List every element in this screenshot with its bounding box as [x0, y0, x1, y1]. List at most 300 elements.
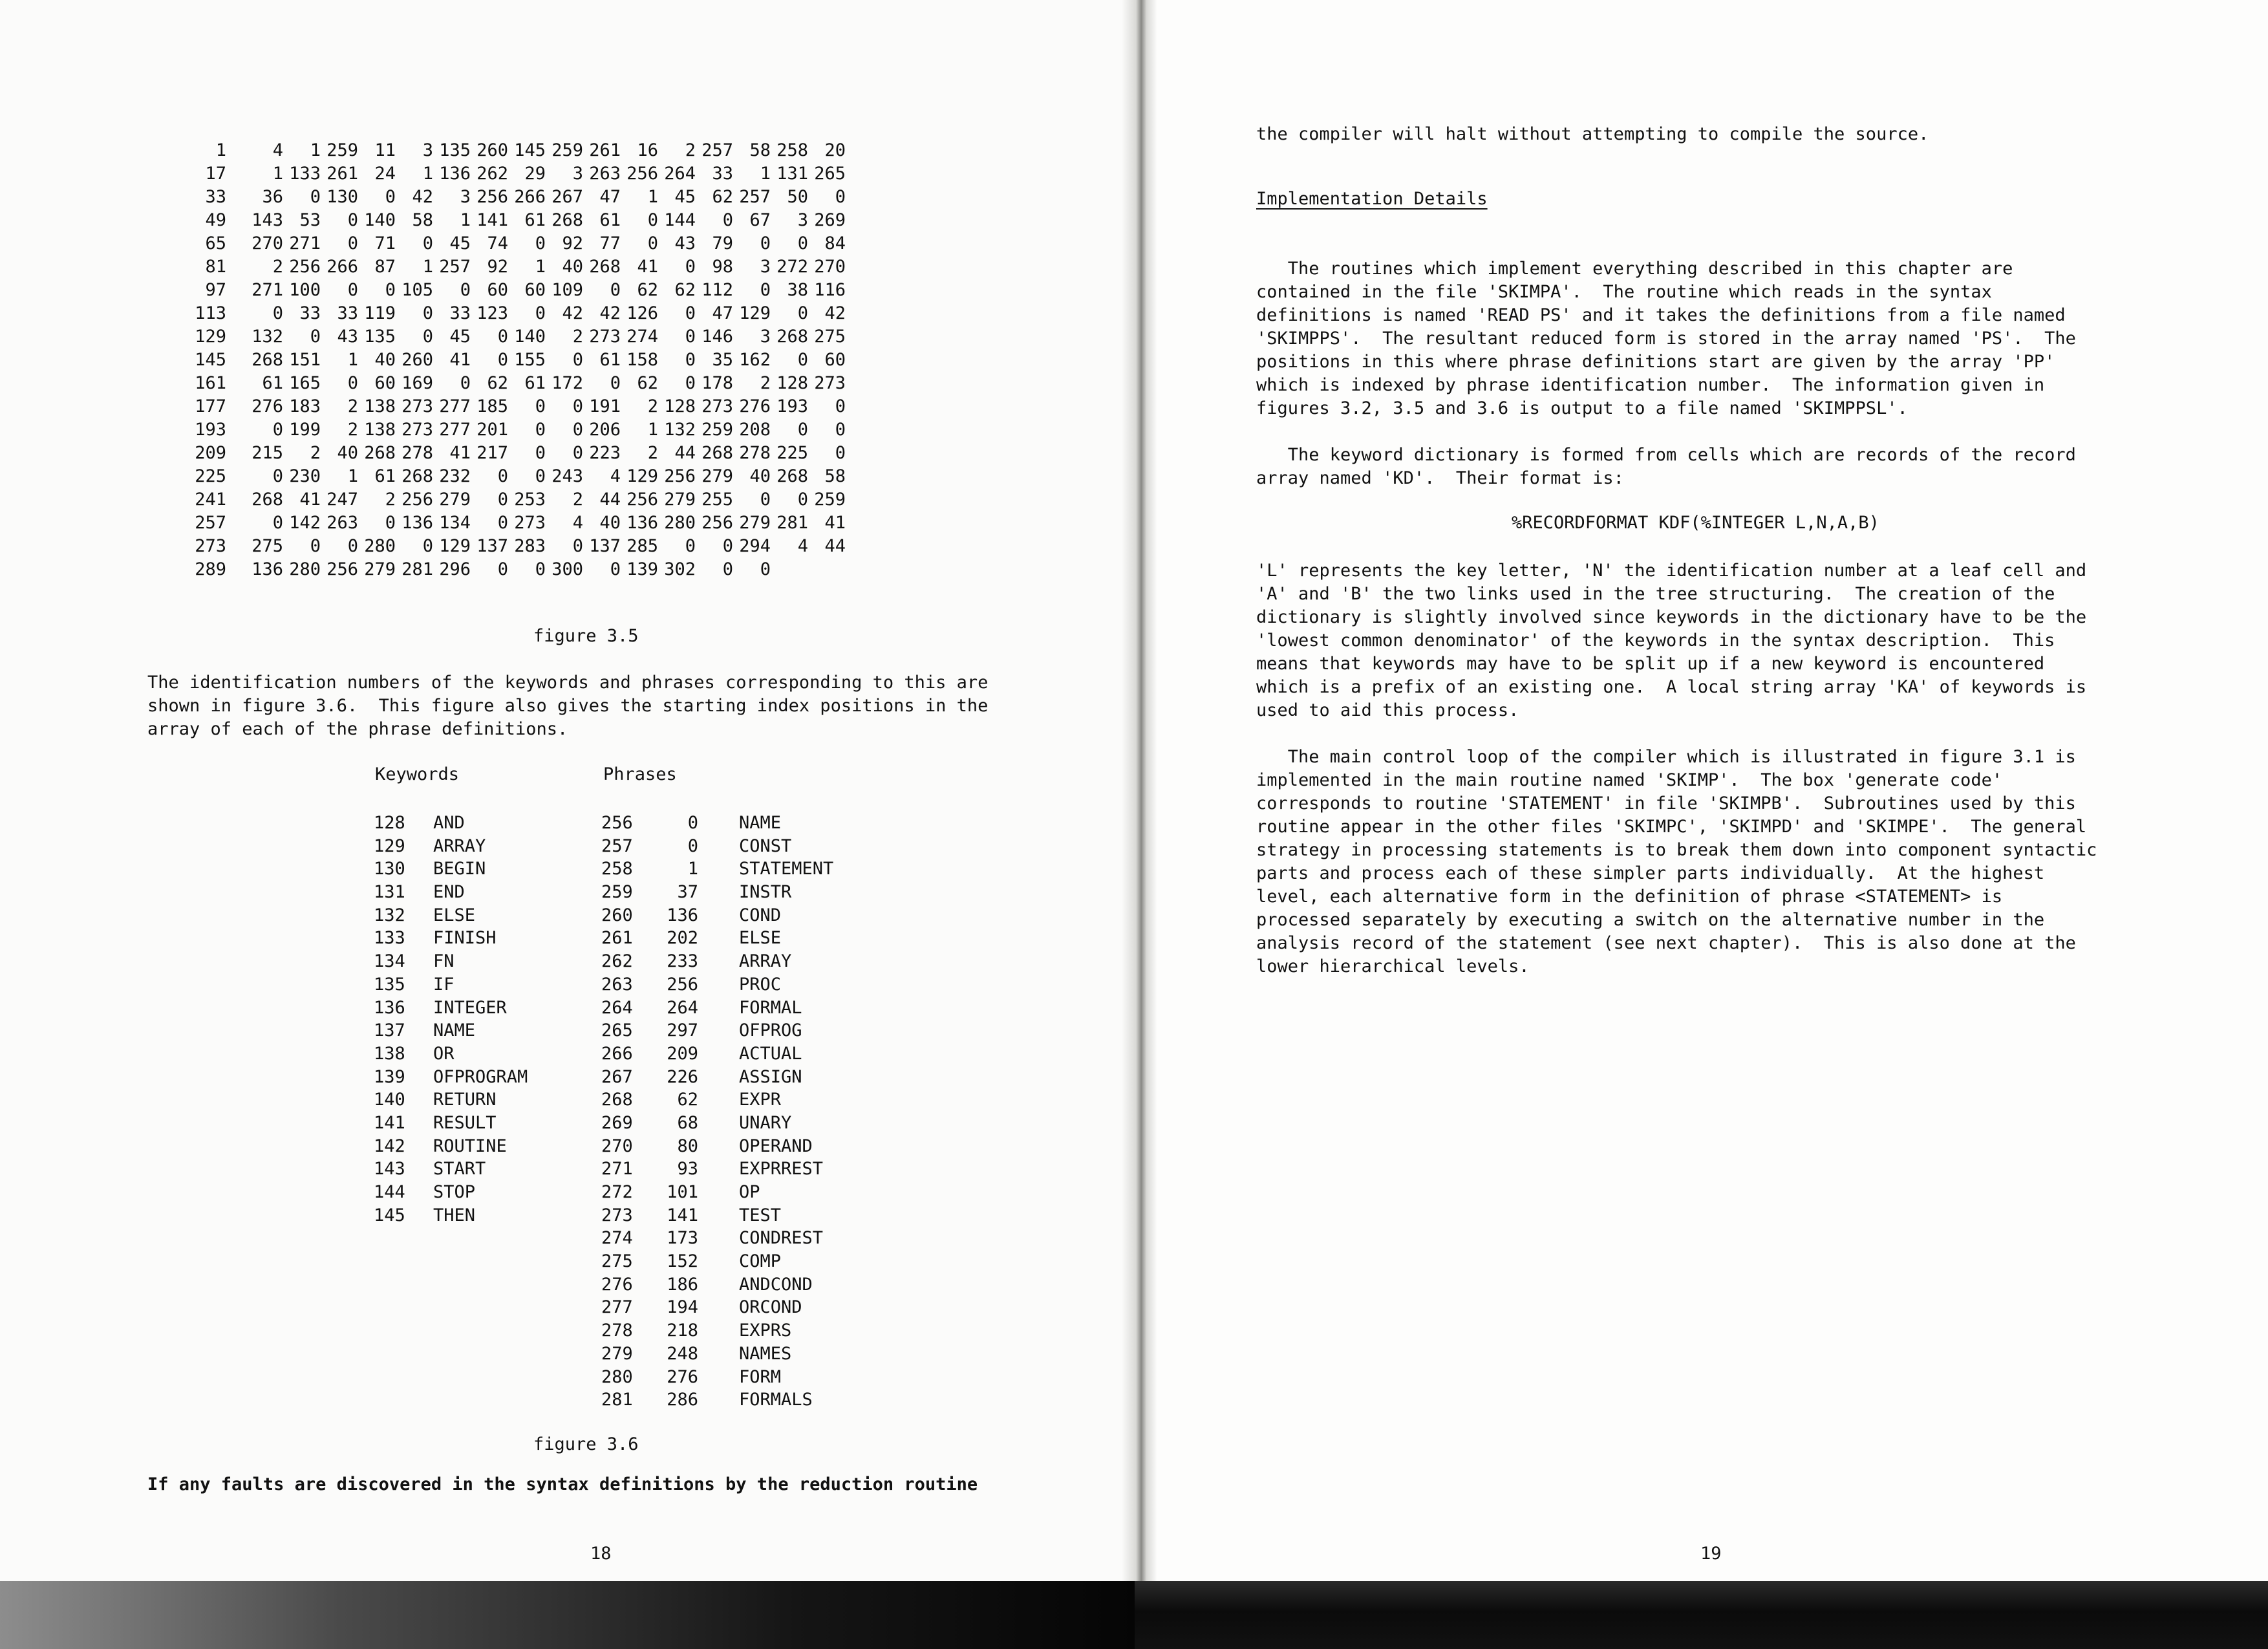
table-cell: 2 — [385, 490, 396, 510]
table-cell: 0 — [347, 210, 358, 230]
table-cell: 58 — [412, 210, 433, 230]
table-cell: 277 — [439, 396, 471, 416]
row-index: 289 — [195, 559, 226, 579]
table-row — [155, 232, 846, 255]
table-cell: 0 — [272, 466, 283, 486]
phrase-start-index: 248 — [667, 1343, 698, 1364]
table-cell: 61 — [524, 210, 546, 230]
table-cell: 276 — [739, 396, 771, 416]
table-cell: 2 — [572, 327, 583, 347]
table-cell: 42 — [412, 187, 433, 207]
table-cell: 271 — [251, 280, 283, 300]
text-line: The identification numbers of the keywords and phrases corresponding to this are — [147, 673, 989, 693]
phrase-id: 267 — [601, 1066, 633, 1087]
row-index: 177 — [195, 396, 226, 416]
phrase-id: 259 — [601, 882, 633, 903]
keyword-name: THEN — [433, 1205, 476, 1225]
table-cell: 1 — [460, 210, 471, 230]
table-cell: 112 — [701, 280, 733, 300]
phrase-item — [601, 857, 873, 881]
table-cell: 105 — [401, 280, 433, 300]
table-cell: 140 — [364, 210, 396, 230]
table-cell: 0 — [347, 373, 358, 393]
table-cell: 262 — [476, 164, 508, 184]
table-cell: 0 — [535, 466, 546, 486]
phrase-item — [601, 1273, 873, 1297]
table-cell: 0 — [572, 443, 583, 463]
table-cell: 191 — [589, 396, 621, 416]
table-row — [155, 302, 846, 325]
keyword-item — [374, 1204, 568, 1227]
phrase-id: 270 — [601, 1136, 633, 1156]
keyword-name: ARRAY — [433, 835, 486, 856]
phrase-item — [601, 950, 873, 973]
table-row — [155, 488, 846, 512]
phrase-start-index: 202 — [667, 928, 698, 949]
table-cell: 42 — [562, 303, 583, 323]
table-cell: 0 — [385, 280, 396, 300]
phrase-start-index: 141 — [667, 1205, 698, 1225]
table-cell: 243 — [551, 466, 583, 486]
table-cell: 47 — [712, 303, 733, 323]
table-cell: 263 — [326, 513, 358, 533]
table-cell: 44 — [824, 536, 846, 556]
table-cell: 146 — [701, 327, 733, 347]
table-cell: 36 — [262, 187, 283, 207]
table-cell: 35 — [712, 350, 733, 370]
keyword-item — [374, 1019, 568, 1042]
phrase-id: 261 — [601, 928, 633, 949]
phrase-item — [601, 1227, 873, 1250]
table-cell: 265 — [814, 164, 846, 184]
table-cell: 223 — [589, 443, 621, 463]
table-cell: 0 — [385, 187, 396, 207]
keyword-name: NAME — [433, 1020, 476, 1041]
table-cell: 270 — [251, 233, 283, 253]
phrase-id: 260 — [601, 905, 633, 925]
phrase-id: 263 — [601, 974, 633, 995]
row-index: 49 — [205, 210, 226, 230]
table-cell: 217 — [476, 443, 508, 463]
table-row — [155, 139, 846, 162]
keyword-number: 137 — [374, 1020, 405, 1041]
table-cell — [771, 558, 808, 581]
phrase-start-index: 62 — [677, 1090, 698, 1110]
table-cell: 0 — [347, 233, 358, 253]
table-cell: 61 — [374, 466, 396, 486]
table-cell: 62 — [712, 187, 733, 207]
table-cell: 139 — [626, 559, 658, 579]
row-index: 225 — [195, 466, 226, 486]
table-cell: 0 — [310, 536, 321, 556]
keyword-item — [374, 1181, 568, 1204]
phrase-name: ARRAY — [739, 951, 792, 972]
phrase-name: PROC — [739, 974, 782, 995]
phrase-start-index: 297 — [667, 1020, 698, 1041]
table-cell: 256 — [289, 257, 321, 277]
paragraph-1 — [1256, 257, 2168, 420]
keyword-number: 142 — [374, 1136, 405, 1156]
table-cell: 2 — [760, 373, 771, 393]
table-cell: 0 — [535, 443, 546, 463]
text-line: contained in the file 'SKIMPA'. The routine which reads in the syntax — [1256, 282, 1992, 302]
keyword-item — [374, 973, 568, 997]
phrase-item — [601, 1066, 873, 1089]
table-cell: 33 — [449, 303, 471, 323]
table-cell: 116 — [814, 280, 846, 300]
table-cell: 178 — [701, 373, 733, 393]
keyword-name: ELSE — [433, 905, 476, 925]
table-cell: 0 — [647, 210, 658, 230]
phrase-id: 280 — [601, 1366, 633, 1387]
table-cell: 273 — [814, 373, 846, 393]
phrase-id: 279 — [601, 1343, 633, 1364]
phrase-name: OPERAND — [739, 1136, 813, 1156]
phrase-item — [601, 904, 873, 927]
table-cell: 47 — [599, 187, 621, 207]
table-cell: 20 — [824, 140, 846, 160]
phrase-name: INSTR — [739, 882, 792, 903]
table-cell: 43 — [674, 233, 696, 253]
table-cell: 33 — [712, 164, 733, 184]
text-line: definitions is named 'READ PS' and it takes the definitions from a file named — [1256, 305, 2066, 325]
text-line: means that keywords may have to be split up if a new keyword is encountered — [1256, 654, 2045, 674]
text-line: used to aid this process. — [1256, 700, 1519, 720]
keywords-list — [374, 812, 568, 1227]
phrase-name: EXPRS — [739, 1320, 792, 1341]
table-cell: 50 — [787, 187, 808, 207]
table-cell: 77 — [599, 233, 621, 253]
phrase-name: ELSE — [739, 928, 782, 949]
table-cell: 3 — [760, 327, 771, 347]
table-cell: 0 — [835, 187, 846, 207]
figure-3-5-table — [155, 139, 846, 581]
table-cell: 162 — [739, 350, 771, 370]
table-cell: 126 — [626, 303, 658, 323]
phrase-id: 278 — [601, 1320, 633, 1341]
table-cell: 38 — [787, 280, 808, 300]
table-cell: 278 — [739, 443, 771, 463]
table-row — [155, 325, 846, 349]
table-cell: 256 — [326, 559, 358, 579]
table-cell: 268 — [364, 443, 396, 463]
table-cell: 259 — [701, 420, 733, 440]
phrase-id: 276 — [601, 1274, 633, 1295]
table-cell: 40 — [374, 350, 396, 370]
table-cell: 41 — [824, 513, 846, 533]
phrase-item — [601, 1388, 873, 1412]
table-cell: 0 — [722, 210, 733, 230]
table-cell: 129 — [739, 303, 771, 323]
table-cell: 135 — [364, 327, 396, 347]
keywords-heading: Keywords — [375, 764, 460, 784]
text-line: The main control loop of the compiler which is illustrated in figure 3.1 is — [1256, 747, 2076, 767]
table-row — [155, 512, 846, 535]
phrase-start-index: 1 — [687, 859, 698, 879]
table-cell: 3 — [572, 164, 583, 184]
table-cell: 300 — [551, 559, 583, 579]
phrase-name: ORCOND — [739, 1297, 802, 1318]
text-line: analysis record of the statement (see next chapter). This is also done at the — [1256, 933, 2076, 953]
phrase-name: COND — [739, 905, 782, 925]
table-cell: 278 — [401, 443, 433, 463]
row-index: 113 — [195, 303, 226, 323]
table-cell: 2 — [647, 396, 658, 416]
phrase-item — [601, 1042, 873, 1066]
phrase-item — [601, 1296, 873, 1319]
phrase-start-index: 226 — [667, 1066, 698, 1087]
table-cell: 44 — [599, 490, 621, 510]
table-cell: 41 — [449, 443, 471, 463]
phrase-item — [601, 1366, 873, 1389]
table-cell: 4 — [610, 466, 621, 486]
table-cell: 274 — [626, 327, 658, 347]
row-index: 241 — [195, 490, 226, 510]
table-cell: 0 — [685, 257, 696, 277]
table-cell: 1 — [310, 140, 321, 160]
table-cell: 0 — [797, 303, 808, 323]
table-cell: 0 — [760, 490, 771, 510]
table-cell: 0 — [272, 303, 283, 323]
phrase-start-index: 136 — [667, 905, 698, 925]
phrase-id: 264 — [601, 997, 633, 1018]
phrase-name: STATEMENT — [739, 859, 834, 879]
table-cell: 0 — [685, 350, 696, 370]
table-cell: 256 — [701, 513, 733, 533]
table-cell: 40 — [749, 466, 771, 486]
table-cell: 41 — [299, 490, 321, 510]
phrase-name: EXPR — [739, 1090, 782, 1110]
table-cell: 183 — [289, 396, 321, 416]
table-cell: 1 — [422, 164, 433, 184]
text-line: 'SKIMPPS'. The resultant reduced form is stored in the array named 'PS'. The — [1256, 329, 2076, 349]
table-cell: 0 — [497, 466, 508, 486]
table-cell: 145 — [514, 140, 546, 160]
table-cell: 256 — [401, 490, 433, 510]
table-cell: 16 — [637, 140, 658, 160]
paragraph-2 — [1256, 444, 2168, 490]
keyword-name: IF — [433, 974, 455, 995]
table-cell: 3 — [460, 187, 471, 207]
table-cell: 0 — [797, 420, 808, 440]
text-line: the compiler will halt without attempting to compile the source. — [1256, 124, 1929, 144]
table-cell: 0 — [797, 490, 808, 510]
table-cell: 60 — [524, 280, 546, 300]
table-cell: 261 — [589, 140, 621, 160]
table-cell: 0 — [497, 559, 508, 579]
table-cell: 0 — [685, 373, 696, 393]
phrase-start-index: 194 — [667, 1297, 698, 1318]
table-cell: 74 — [487, 233, 508, 253]
table-row — [155, 395, 846, 418]
table-cell: 0 — [460, 280, 471, 300]
table-cell: 0 — [310, 187, 321, 207]
table-cell: 0 — [422, 303, 433, 323]
table-cell: 0 — [310, 327, 321, 347]
table-cell: 273 — [401, 396, 433, 416]
row-index: 161 — [195, 373, 226, 393]
table-cell: 129 — [439, 536, 471, 556]
table-cell: 276 — [251, 396, 283, 416]
table-cell: 11 — [374, 140, 396, 160]
keyword-name: FN — [433, 951, 455, 972]
text-line: implemented in the main routine named 'SKIMP'. The box 'generate code' — [1256, 770, 2003, 790]
table-cell: 67 — [749, 210, 771, 230]
table-cell: 1 — [347, 466, 358, 486]
table-cell: 1 — [422, 257, 433, 277]
phrase-id: 275 — [601, 1251, 633, 1272]
table-cell: 257 — [701, 140, 733, 160]
text-line: level, each alternative form in the definition of phrase <STATEMENT> is — [1256, 887, 2003, 907]
keyword-name: AND — [433, 813, 465, 833]
table-cell: 128 — [776, 373, 808, 393]
keyword-number: 134 — [374, 951, 405, 972]
book-gutter — [1122, 0, 1157, 1597]
table-cell: 247 — [326, 490, 358, 510]
table-cell: 2 — [572, 490, 583, 510]
keyword-name: RESULT — [433, 1112, 497, 1133]
table-cell: 0 — [535, 559, 546, 579]
keyword-number: 138 — [374, 1043, 405, 1064]
table-cell: 4 — [572, 513, 583, 533]
keyword-item — [374, 1158, 568, 1181]
table-cell: 136 — [626, 513, 658, 533]
keyword-name: BEGIN — [433, 859, 486, 879]
paragraph-3 — [1256, 559, 2168, 722]
table-cell: 123 — [476, 303, 508, 323]
row-index: 257 — [195, 513, 226, 533]
row-index: 193 — [195, 420, 226, 440]
table-cell: 61 — [599, 350, 621, 370]
table-cell: 255 — [701, 490, 733, 510]
table-cell: 0 — [760, 233, 771, 253]
table-row — [155, 209, 846, 232]
phrase-item — [601, 1158, 873, 1181]
table-cell: 151 — [289, 350, 321, 370]
phrase-start-index: 68 — [677, 1112, 698, 1133]
text-line: The keyword dictionary is formed from cells which are records of the record — [1256, 445, 2076, 465]
text-line: parts and process each of these simpler parts individually. At the highest — [1256, 863, 2045, 883]
row-index: 273 — [195, 536, 226, 556]
keyword-number: 129 — [374, 835, 405, 856]
page-number: 19 — [1700, 1544, 1722, 1564]
table-cell: 259 — [814, 490, 846, 510]
text-line: 'lowest common denominator' of the keywords in the syntax description. This — [1256, 630, 2055, 651]
table-cell: 258 — [776, 140, 808, 160]
table-cell: 215 — [251, 443, 283, 463]
continuation-line — [147, 1473, 1059, 1496]
keyword-number: 132 — [374, 905, 405, 925]
table-cell: 136 — [401, 513, 433, 533]
phrase-start-index: 173 — [667, 1228, 698, 1249]
table-cell: 0 — [460, 373, 471, 393]
table-cell: 0 — [385, 513, 396, 533]
phrase-item — [601, 1204, 873, 1227]
phrase-name: NAME — [739, 813, 782, 833]
table-row — [155, 186, 846, 209]
table-cell: 132 — [251, 327, 283, 347]
table-cell: 261 — [326, 164, 358, 184]
table-cell: 185 — [476, 396, 508, 416]
phrase-item — [601, 835, 873, 858]
table-cell: 268 — [401, 466, 433, 486]
table-cell: 193 — [776, 396, 808, 416]
table-cell: 294 — [739, 536, 771, 556]
table-cell: 136 — [251, 559, 283, 579]
keyword-number: 145 — [374, 1205, 405, 1225]
table-cell: 128 — [664, 396, 696, 416]
table-cell: 0 — [835, 420, 846, 440]
table-cell: 172 — [551, 373, 583, 393]
table-cell: 62 — [674, 280, 696, 300]
keyword-name: OR — [433, 1043, 455, 1064]
table-cell: 4 — [797, 536, 808, 556]
phrase-start-index: 0 — [687, 813, 698, 833]
table-cell: 260 — [401, 350, 433, 370]
table-cell: 45 — [674, 187, 696, 207]
top-line — [1256, 123, 1929, 146]
phrase-start-index: 152 — [667, 1251, 698, 1272]
table-cell: 280 — [664, 513, 696, 533]
phrase-name: NAMES — [739, 1343, 792, 1364]
table-cell: 100 — [289, 280, 321, 300]
keyword-number: 131 — [374, 882, 405, 903]
table-cell: 264 — [664, 164, 696, 184]
phrase-name: CONDREST — [739, 1228, 824, 1249]
table-cell: 169 — [401, 373, 433, 393]
table-cell: 268 — [776, 327, 808, 347]
table-row — [155, 255, 846, 279]
table-cell: 0 — [272, 513, 283, 533]
table-cell: 0 — [797, 233, 808, 253]
phrase-id: 257 — [601, 835, 633, 856]
table-cell: 0 — [497, 327, 508, 347]
phrase-item — [601, 997, 873, 1020]
text-line: array named 'KD'. Their format is: — [1256, 468, 1624, 488]
table-cell: 43 — [337, 327, 358, 347]
table-cell: 279 — [739, 513, 771, 533]
text-line: lower hierarchical levels. — [1256, 956, 1530, 976]
row-index: 129 — [195, 327, 226, 347]
keyword-item — [374, 857, 568, 881]
table-cell: 0 — [610, 373, 621, 393]
table-row — [155, 442, 846, 465]
table-cell: 2 — [310, 443, 321, 463]
table-cell: 266 — [326, 257, 358, 277]
table-row — [155, 162, 846, 186]
table-cell: 33 — [299, 303, 321, 323]
phrases-heading: Phrases — [603, 764, 677, 784]
table-cell: 40 — [599, 513, 621, 533]
table-cell: 40 — [337, 443, 358, 463]
table-cell: 138 — [364, 420, 396, 440]
phrase-item — [601, 1019, 873, 1042]
table-cell: 3 — [760, 257, 771, 277]
phrase-id: 281 — [601, 1390, 633, 1410]
table-cell: 0 — [272, 420, 283, 440]
row-index: 209 — [195, 443, 226, 463]
table-cell: 257 — [439, 257, 471, 277]
table-row — [155, 372, 846, 395]
table-cell: 279 — [439, 490, 471, 510]
keyword-item — [374, 997, 568, 1020]
table-cell: 260 — [476, 140, 508, 160]
table-cell: 42 — [599, 303, 621, 323]
table-cell: 2 — [272, 257, 283, 277]
keyword-item — [374, 1066, 568, 1089]
table-cell: 60 — [824, 350, 846, 370]
table-cell: 132 — [664, 420, 696, 440]
